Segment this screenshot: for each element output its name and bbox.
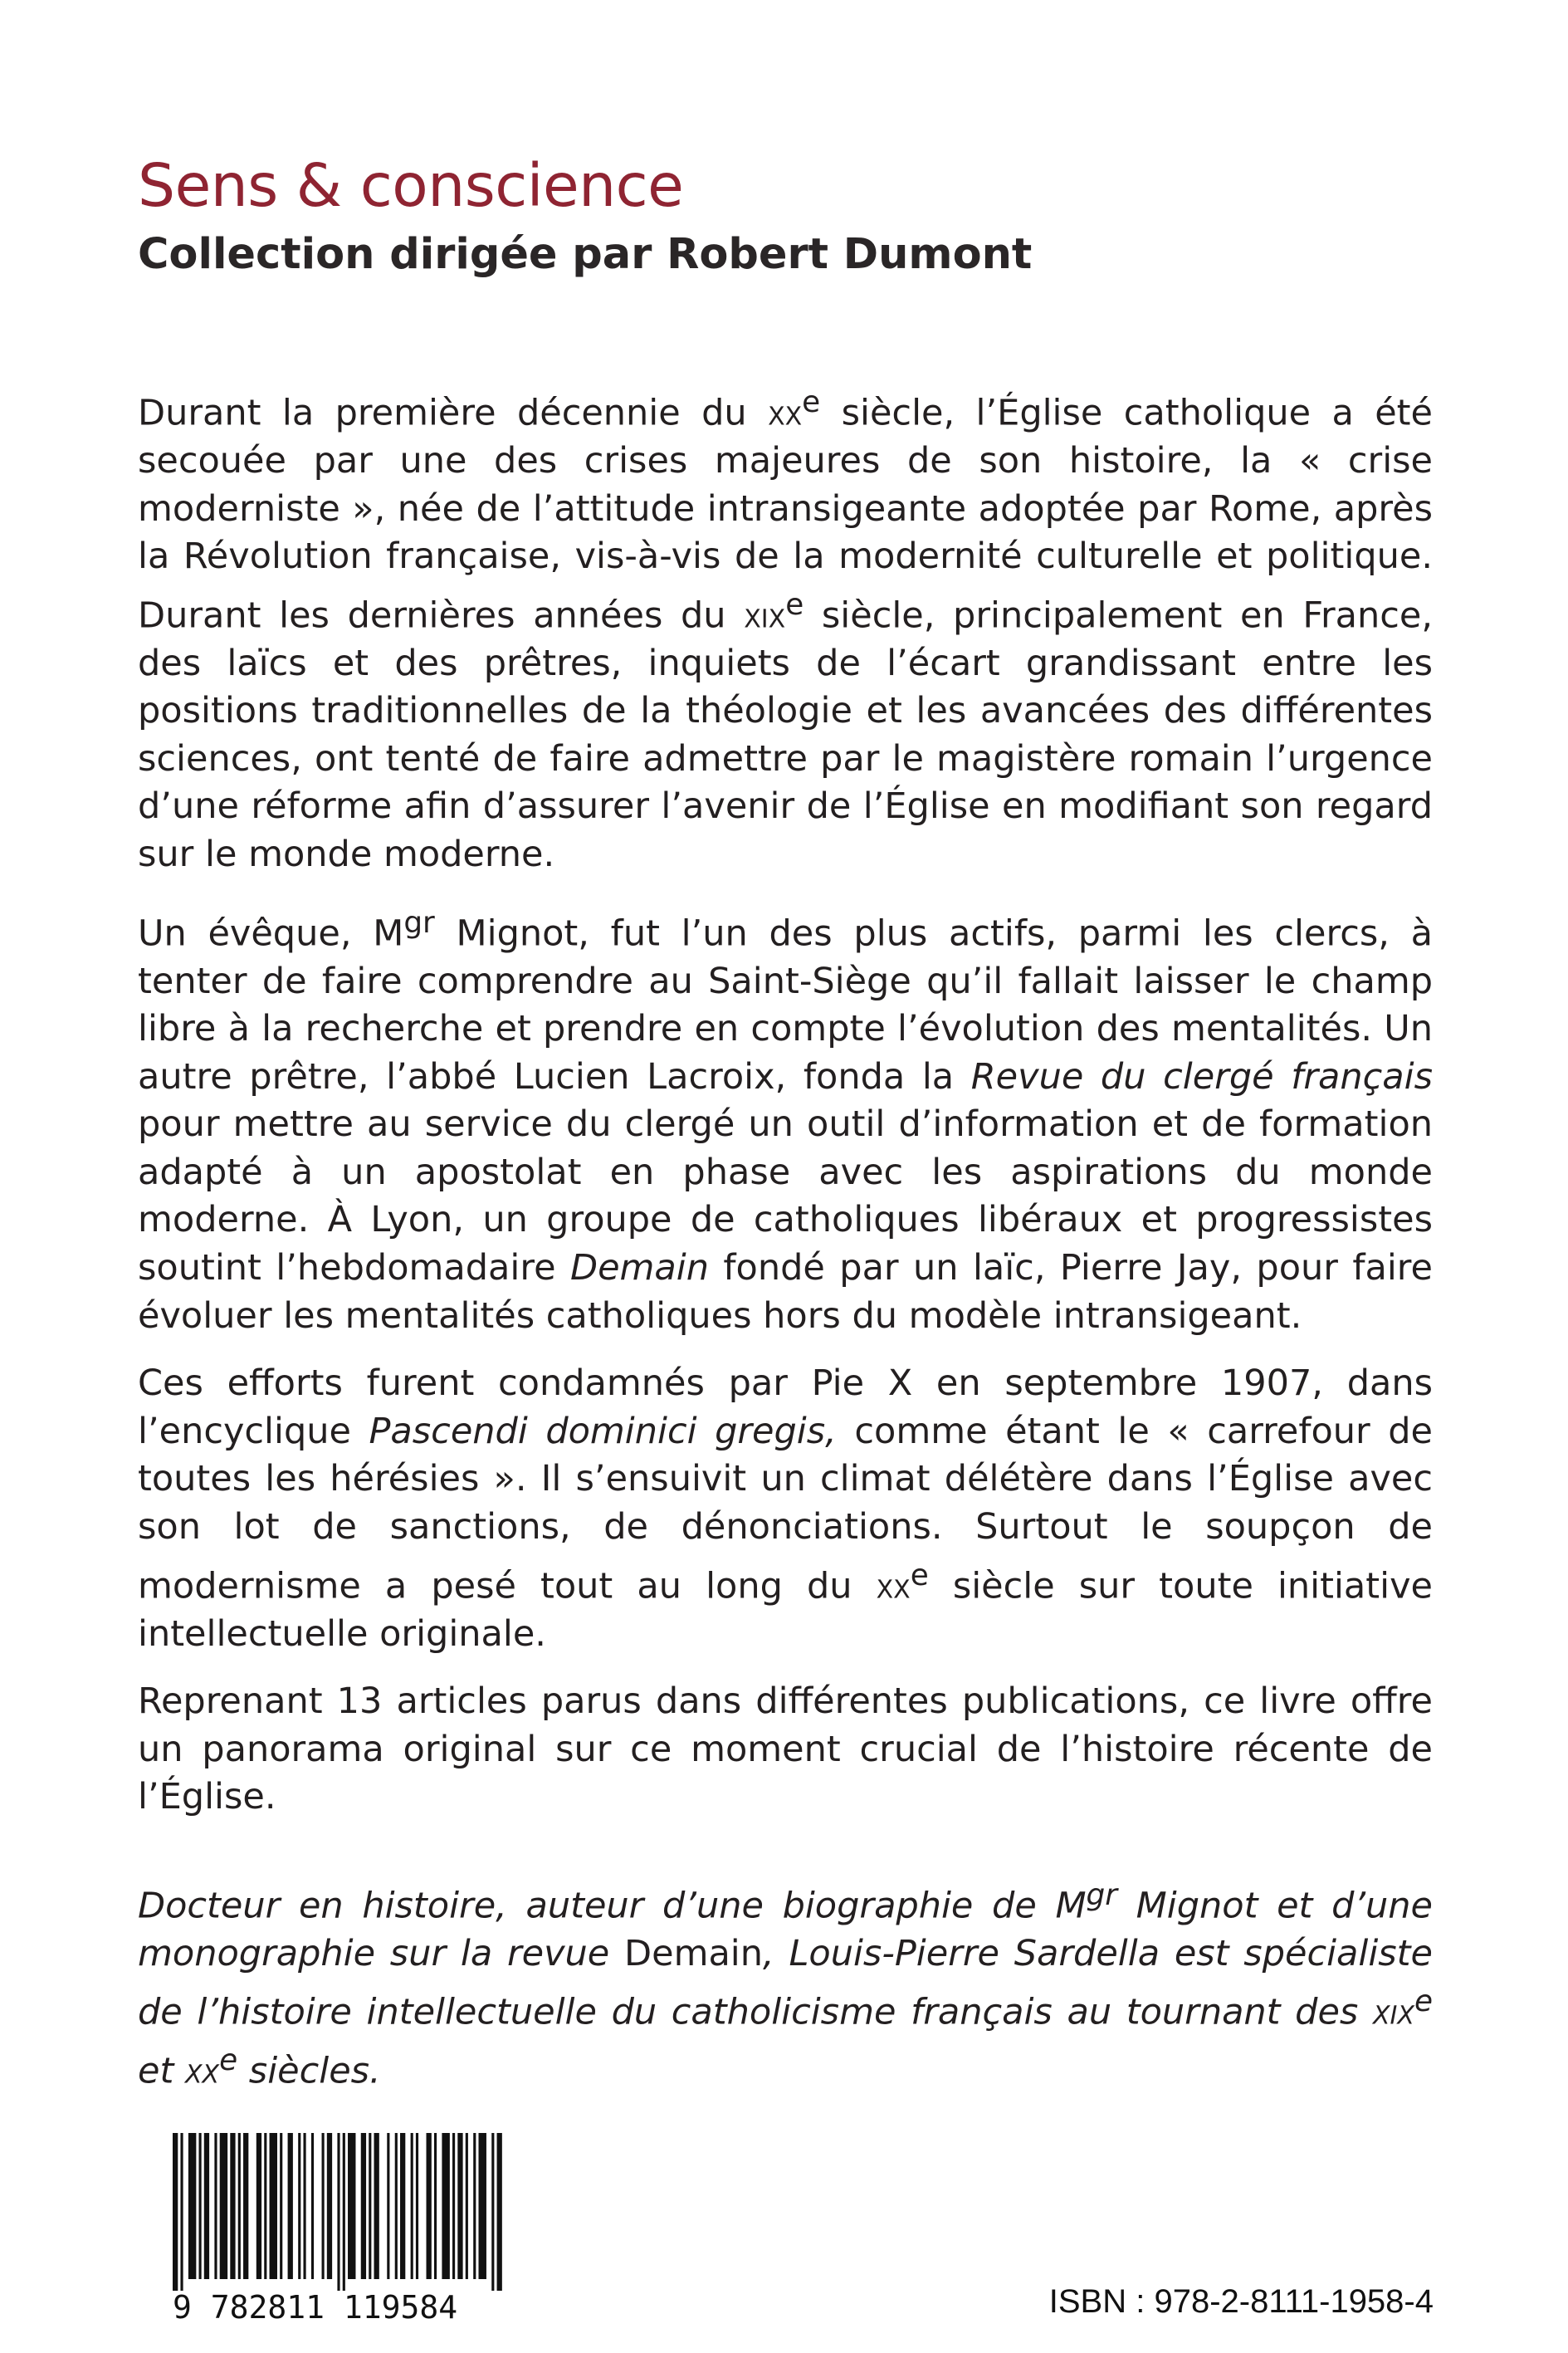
- barcode-bar: [452, 2133, 455, 2279]
- barcode-digits: 9 782811 119584: [173, 2289, 458, 2326]
- text-run: pour mettre au service du clergé un outil d’information et de formation adapté à un apostolat en phase avec les aspirations du monde moderne. À Lyon, un groupe de catholiques libéraux et progressistes soutint l’hebdomadaire: [138, 1103, 1433, 1289]
- back-cover-text: [138, 379, 1433, 2116]
- author-bio: [138, 1871, 1433, 2096]
- barcode-bar: [427, 2133, 432, 2279]
- text-run: fondé par un laïc, Pierre Jay, pour faire évoluer les mentalités catholiques hors du modèle intransigeant.: [138, 1247, 1433, 1337]
- barcode-bar: [188, 2133, 196, 2279]
- barcode-bar: [303, 2133, 305, 2279]
- barcode-bar: [280, 2133, 282, 2279]
- superscript: gr: [1086, 1877, 1118, 1912]
- text-run: Ces efforts furent condamnés par Pie X en septembre 1907, dans l’encyclique: [138, 1362, 1433, 1452]
- text-run: Durant la première décennie du: [138, 392, 769, 434]
- barcode-bar: [479, 2133, 486, 2279]
- text-run: siècle sur toute initiative intellectuelle originale.: [138, 1564, 1433, 1655]
- summary-paragraph-4: [138, 1678, 1433, 1822]
- barcode-bar: [204, 2133, 209, 2279]
- barcode-bar: [473, 2133, 476, 2279]
- barcode-bar: [173, 2133, 178, 2291]
- barcode-bar: [457, 2133, 462, 2279]
- series-subtitle: Collection dirigée par Robert Dumont: [138, 230, 1033, 279]
- barcode-bar: [322, 2133, 325, 2279]
- barcode-bar: [416, 2133, 418, 2279]
- barcode-bar: [491, 2133, 494, 2291]
- text-run: Reprenant 13 articles parus dans différentes publications, ce livre offre un panorama original sur ce moment crucial de l’histoire récente de l’Église.: [138, 1680, 1433, 1818]
- barcode-bar: [256, 2133, 261, 2279]
- century-numeral: xx: [768, 392, 803, 434]
- century-numeral: xx: [876, 1564, 911, 1607]
- text-run: siècle, l’Église catholique a été secouée par une des crises majeures de son histoire, la « crise moderniste », née de l’attitude intransigeante adoptée par Rome, après la Révolution française, vis-à-vis de la modernité culturelle et politique. Durant les dernières années du: [138, 392, 1433, 637]
- barcode-bar: [243, 2133, 248, 2279]
- barcode-bar: [180, 2133, 183, 2291]
- superscript: e: [802, 385, 821, 419]
- barcode-bar: [395, 2133, 398, 2279]
- summary-paragraph-2: [138, 899, 1433, 1341]
- barcode-bar: [400, 2133, 405, 2279]
- title-demain: Demain: [624, 1932, 764, 1974]
- century-numeral: xix: [1373, 1991, 1414, 2033]
- summary-paragraph-3: [138, 1360, 1433, 1658]
- barcode-bar: [374, 2133, 379, 2279]
- barcode-bar: [497, 2133, 502, 2291]
- barcode-bar: [466, 2133, 468, 2279]
- barcode-bar: [311, 2133, 314, 2279]
- barcode-bar: [298, 2133, 300, 2279]
- barcode-bar: [214, 2133, 217, 2279]
- barcode-bar: [238, 2133, 241, 2279]
- barcode-bar: [327, 2133, 332, 2279]
- text-run: Mignot et d’une monographie sur la revue: [138, 1885, 1433, 1974]
- barcode-bar: [270, 2133, 277, 2279]
- century-numeral: xx: [184, 2050, 220, 2092]
- title-pascendi: Pascendi dominici gregis,: [369, 1410, 837, 1452]
- text-run: , Louis-Pierre Sardella est spécialiste de l’histoire intellectuelle du catholicisme français au tournant des: [138, 1932, 1433, 2033]
- barcode: [173, 2133, 505, 2326]
- text-run: siècles.: [237, 2050, 381, 2092]
- text-run: Docteur en histoire, auteur d’une biographie de M: [138, 1885, 1087, 1927]
- title-demain: Demain: [569, 1247, 709, 1289]
- superscript: gr: [403, 905, 435, 940]
- barcode-bar: [387, 2133, 389, 2279]
- cover-header: [138, 151, 1433, 279]
- barcode-bar: [348, 2133, 355, 2279]
- barcode-bar: [220, 2133, 227, 2279]
- barcode-bar: [434, 2133, 437, 2279]
- text-run: et: [138, 2050, 185, 2092]
- barcode-bar: [361, 2133, 366, 2279]
- barcode-bars: [173, 2133, 505, 2291]
- barcode-bar: [198, 2133, 201, 2279]
- barcode-bar: [343, 2133, 345, 2291]
- superscript: e: [1414, 1984, 1433, 2019]
- barcode-bar: [264, 2133, 266, 2279]
- title-revue-du-clerge: Revue du clergé français: [970, 1055, 1433, 1098]
- superscript: e: [785, 587, 804, 622]
- barcode-bar: [411, 2133, 413, 2279]
- summary-paragraph-1: [138, 379, 1433, 879]
- superscript: e: [219, 2043, 238, 2078]
- series-title: Sens & conscience: [138, 151, 684, 220]
- barcode-bar: [369, 2133, 371, 2279]
- text-run: Un évêque, M: [138, 912, 404, 954]
- barcode-bar: [442, 2133, 449, 2279]
- barcode-bar: [337, 2133, 339, 2291]
- superscript: e: [910, 1558, 929, 1592]
- text-run: comme étant le « carrefour de toutes les hérésies ». Il s’ensuivit un climat délétère dans l’Église avec son lot de sanctions, de dénonciations. Surtout le soupçon de modernisme a pesé tout au long du: [138, 1410, 1433, 1607]
- isbn-label: ISBN : 978-2-8111-1958-4: [1048, 2283, 1434, 2320]
- barcode-bar: [288, 2133, 293, 2279]
- text-run: Mignot, fut l’un des plus actifs, parmi les clercs, à tenter de faire comprendre au Saint-Siège qu’il fallait laisser le champ libre à la recherche et prendre en compte l’évolution des mentalités. Un autre prêtre, l’abbé Lucien Lacroix, fonda la: [138, 912, 1433, 1098]
- barcode-bar: [230, 2133, 235, 2279]
- century-numeral: xix: [744, 594, 786, 637]
- text-run: siècle, principalement en France, des laïcs et des prêtres, inquiets de l’écart grandissant entre les positions traditionnelles de la théologie et les avancées des différentes sciences, ont tenté de faire admettre par le magistère romain l’urgence d’une réforme afin d’assurer l’avenir de l’Église en modifiant son regard sur le monde moderne.: [138, 594, 1433, 875]
